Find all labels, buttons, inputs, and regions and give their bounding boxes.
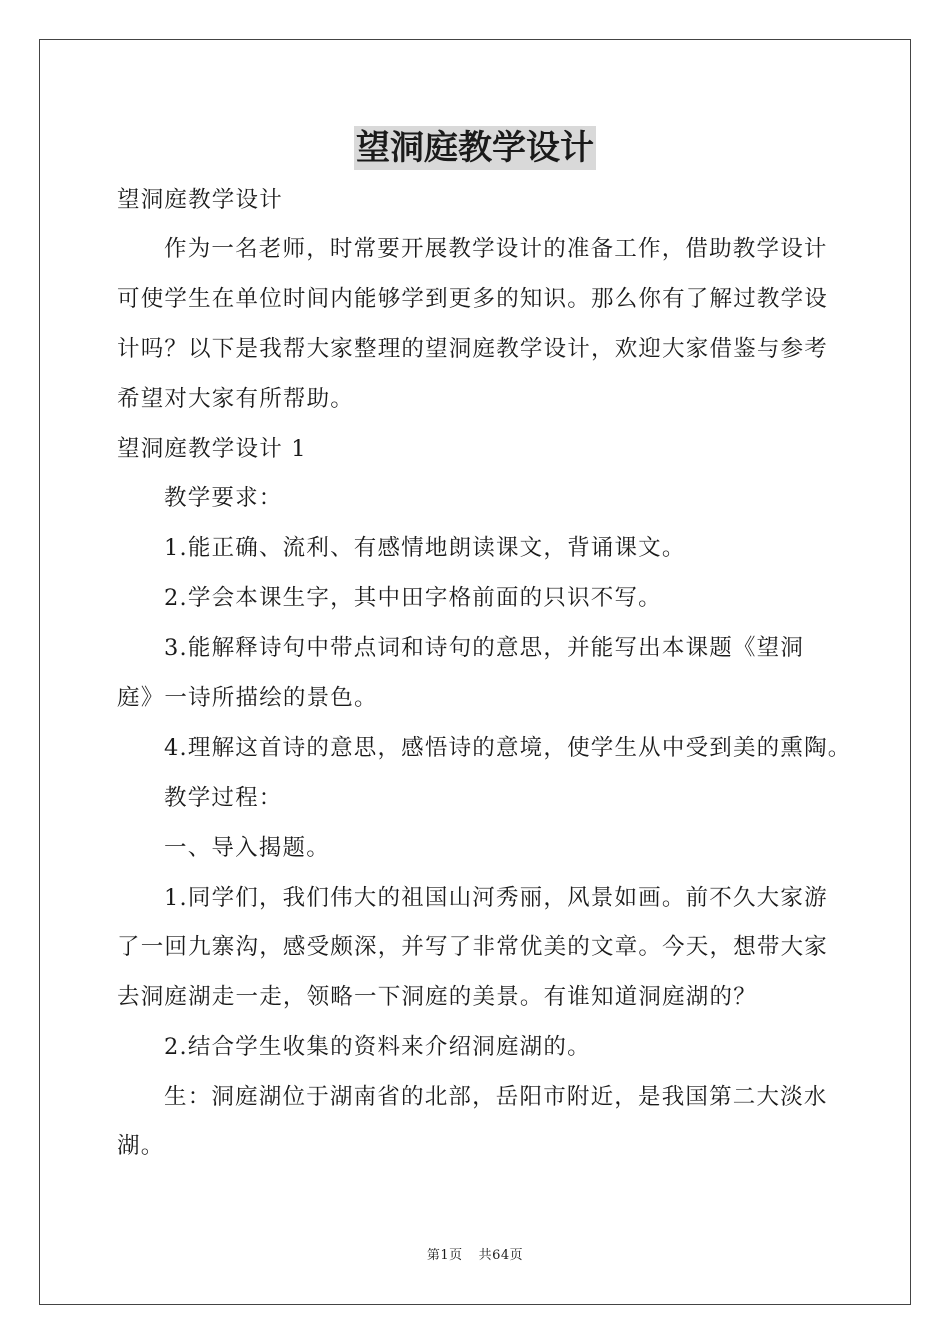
- title-container: [0, 126, 950, 170]
- page-border: [39, 39, 911, 1305]
- paragraph-line: 可使学生在单位时间内能够学到更多的知识。那么你有了解过教学设: [117, 286, 829, 312]
- list-item: 4.理解这首诗的意思，感悟诗的意境，使学生从中受到美的熏陶。: [164, 735, 852, 761]
- page-footer: [0, 1246, 950, 1266]
- list-item: 1.能正确、流利、有感情地朗读课文，背诵课文。: [164, 535, 686, 561]
- list-item: 2.结合学生收集的资料来介绍洞庭湖的。: [164, 1034, 591, 1060]
- list-item: 3.能解释诗句中带点词和诗句的意思，并能写出本课题《望洞: [164, 635, 805, 661]
- section-heading: 望洞庭教学设计 1: [117, 436, 307, 462]
- paragraph-line: 作为一名老师，时常要开展教学设计的准备工作，借助教学设计: [164, 236, 828, 262]
- paragraph-line: 生：洞庭湖位于湖南省的北部，岳阳市附近，是我国第二大淡水: [164, 1084, 828, 1110]
- total-pages: 共64页: [478, 1248, 524, 1263]
- page-number: 第1页: [426, 1248, 463, 1263]
- list-item: 1.同学们，我们伟大的祖国山河秀丽，风景如画。前不久大家游: [164, 885, 828, 911]
- paragraph-line: 湖。: [117, 1133, 165, 1159]
- paragraph-line: 一、导入揭题。: [164, 835, 330, 861]
- paragraph-line: 去洞庭湖走一走，领略一下洞庭的美景。有谁知道洞庭湖的？: [117, 984, 757, 1010]
- paragraph-line: 计吗？以下是我帮大家整理的望洞庭教学设计，欢迎大家借鉴与参考: [117, 336, 829, 362]
- paragraph-line: 了一回九寨沟，感受颇深，并写了非常优美的文章。今天，想带大家: [117, 934, 829, 960]
- subtitle-line: 望洞庭教学设计: [117, 187, 283, 213]
- document-title: 望洞庭教学设计: [356, 128, 594, 168]
- list-item: 2.学会本课生字，其中田字格前面的只识不写。: [164, 585, 662, 611]
- paragraph-line: 庭》一诗所描绘的景色。: [117, 685, 378, 711]
- paragraph-line: 教学要求：: [164, 485, 283, 511]
- paragraph-line: 教学过程：: [164, 785, 283, 811]
- paragraph-line: 希望对大家有所帮助。: [117, 386, 355, 412]
